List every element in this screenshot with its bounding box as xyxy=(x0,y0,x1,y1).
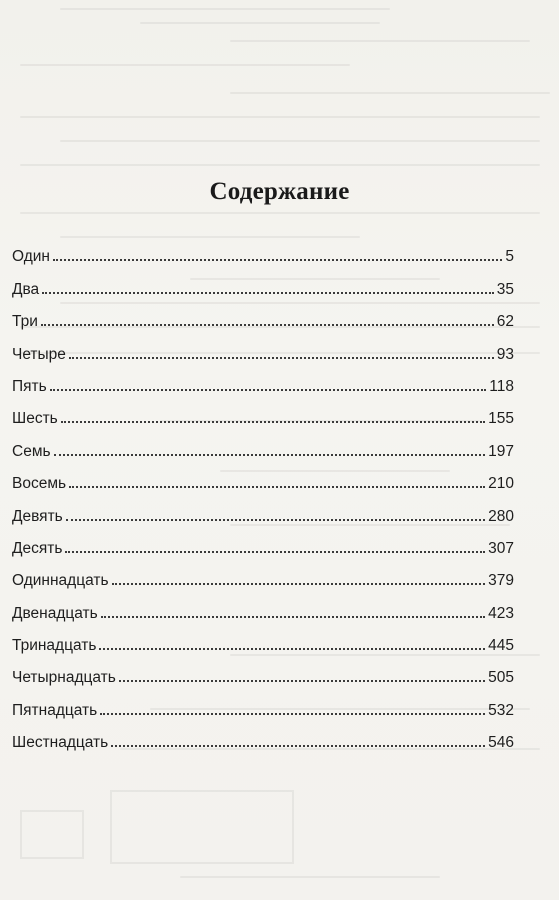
toc-entry-page: 423 xyxy=(488,604,514,622)
dot-leader xyxy=(119,680,485,682)
toc-entry-page: 35 xyxy=(496,280,514,298)
dot-leader xyxy=(69,486,485,488)
toc-entry xyxy=(12,499,514,531)
dot-leader xyxy=(111,745,485,747)
toc-entry-page: 546 xyxy=(488,734,514,752)
dot-leader xyxy=(66,519,485,521)
toc-entry-page: 505 xyxy=(488,669,514,687)
toc-entry xyxy=(12,402,514,434)
toc-entry-title: Семь xyxy=(12,442,51,460)
toc-entry xyxy=(12,272,514,304)
toc-title: Содержание xyxy=(209,178,350,205)
toc-entry-title: Восемь xyxy=(12,475,67,493)
toc-entry-page: 62 xyxy=(496,313,514,331)
toc-entry-page: 197 xyxy=(488,442,514,460)
toc-entry-title: Четыре xyxy=(12,345,66,363)
toc-entry-title: Тринадцать xyxy=(12,637,97,655)
toc-entry-page: 307 xyxy=(488,539,514,557)
dot-leader xyxy=(54,454,486,456)
toc-entry xyxy=(12,240,514,272)
toc-entry-title: Пять xyxy=(12,377,47,395)
toc-entry-title: Три xyxy=(12,313,38,331)
toc-entry xyxy=(12,661,514,693)
toc-entry-page: 118 xyxy=(489,377,514,395)
dot-leader xyxy=(100,713,485,715)
toc-entry xyxy=(12,564,514,596)
dot-leader xyxy=(101,616,485,618)
toc-entry xyxy=(12,629,514,661)
toc-entry xyxy=(12,370,514,402)
toc-entry-title: Десять xyxy=(12,539,63,557)
toc-entry-title: Шесть xyxy=(12,410,58,428)
toc-entry xyxy=(12,434,514,466)
dot-leader xyxy=(42,292,494,294)
toc-entry-title: Двенадцать xyxy=(12,604,98,622)
toc-entry-title: Пятнадцать xyxy=(12,701,98,719)
toc-entry-page: 155 xyxy=(488,410,514,428)
toc-entry-title: Шестнадцать xyxy=(12,734,109,752)
toc-entry-page: 280 xyxy=(488,507,514,525)
toc-entry xyxy=(12,726,514,758)
table-of-contents xyxy=(12,240,514,758)
dot-leader xyxy=(69,357,494,359)
toc-entry xyxy=(12,532,514,564)
toc-entry xyxy=(12,693,514,725)
toc-entry-title: Одиннадцать xyxy=(12,572,109,590)
toc-entry-title: Девять xyxy=(12,507,63,525)
dot-leader xyxy=(99,648,485,650)
toc-entry-page: 93 xyxy=(496,345,514,363)
dot-leader xyxy=(50,389,487,391)
dot-leader xyxy=(53,259,502,261)
dot-leader xyxy=(65,551,485,553)
dot-leader xyxy=(61,421,485,423)
dot-leader xyxy=(112,583,486,585)
toc-entry-title: Четырнадцать xyxy=(12,669,116,687)
toc-entry-title: Один xyxy=(12,248,50,266)
toc-entry-title: Два xyxy=(12,280,40,298)
toc-entry-page: 5 xyxy=(505,248,514,266)
toc-entry-page: 445 xyxy=(488,637,514,655)
toc-entry xyxy=(12,305,514,337)
toc-entry xyxy=(12,337,514,369)
toc-entry-page: 210 xyxy=(488,475,514,493)
dot-leader xyxy=(41,324,494,326)
toc-entry-page: 532 xyxy=(488,701,514,719)
toc-entry-page: 379 xyxy=(488,572,514,590)
toc-entry xyxy=(12,467,514,499)
toc-entry xyxy=(12,596,514,628)
